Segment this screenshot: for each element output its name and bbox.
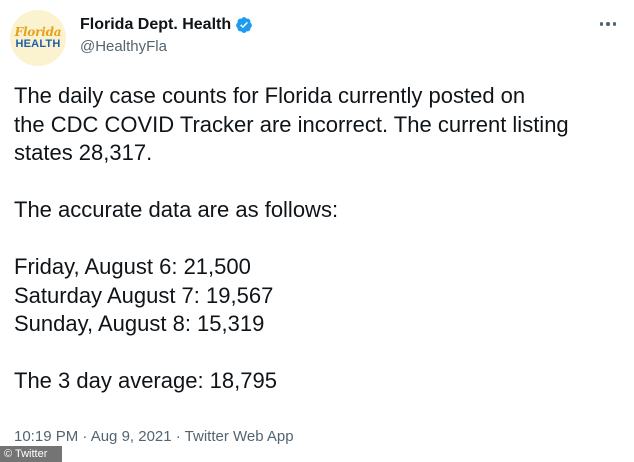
verified-badge-icon <box>235 16 253 34</box>
tweet-timestamp[interactable]: 10:19 PM · Aug 9, 2021 · Twitter Web App <box>14 428 294 445</box>
twitter-watermark: © Twitter <box>0 446 62 462</box>
more-dot <box>613 22 617 26</box>
more-dot <box>600 22 604 26</box>
avatar-logo-line1: Florida <box>14 25 62 39</box>
avatar-logo-line2: HEALTH <box>15 38 61 50</box>
author-display-name[interactable]: Florida Dept. Health <box>80 16 232 33</box>
tweet-text: The daily case counts for Florida currently posted on the CDC COVID Tracker are incorrect. The current listing states 28,317. The accurate data are as follows: Friday, August 6: 21,500 Saturday August 7: 19,567 Sunday, August 8: 15,319 The 3 day average: 18,795 <box>14 83 569 393</box>
more-options-icon[interactable] <box>596 14 620 34</box>
avatar[interactable] <box>10 10 66 66</box>
author-name-row[interactable] <box>80 15 253 35</box>
more-dot <box>606 22 610 26</box>
author-handle[interactable]: @HealthyFla <box>80 38 167 55</box>
